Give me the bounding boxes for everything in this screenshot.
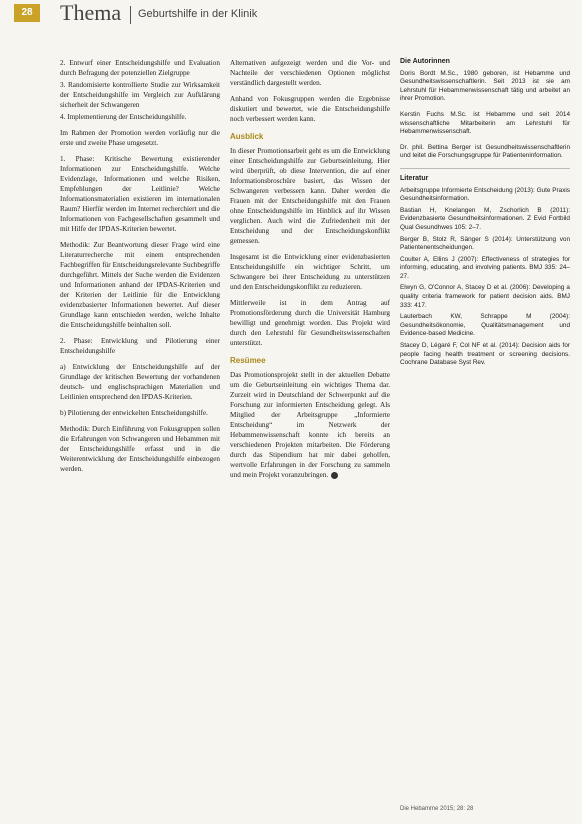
list-item: 3. Randomisierte kontrollierte Studie zur Wirksamkeit der Entscheidungshilfe im Vergleich zur Aufklärung sicherheit der Schwangeren <box>60 81 220 109</box>
paragraph: a) Entwicklung der Entscheidungshilfe auf der Grundlage der kritischen Bewertung der vorhandenen deutsch- und englischsprachigen Materialien und Leitlinien entsprechend den IPDAS-Kriterien. <box>60 363 220 401</box>
reference-item: Arbeitsgruppe Informierte Entscheidung (2013): Gute Praxis Gesundheitsinformation. <box>400 186 570 203</box>
authors-heading: Die Autorinnen <box>400 58 450 65</box>
reference-item: Coulter A, Ellins J (2007): Effectiveness of strategies for informing, educating, and involving patients. BMJ 335: 24–27. <box>400 255 570 280</box>
paragraph: Im Rahmen der Promotion werden vorläufig nur die erste und zweite Phase umgesetzt. <box>60 129 220 147</box>
literature-heading: Literatur <box>400 174 429 182</box>
paragraph: Anhand von Fokusgruppen werden die Ergebnisse diskutiert und bewertet, wie die Entscheidungshilfe noch verbessert werden kann. <box>230 95 390 123</box>
page-number: 28 <box>14 4 40 22</box>
paragraph: 1. Phase: Kritische Bewertung existierender Informationen zur Entscheidungshilfe. Welche Evidenzlage, Informationen und welche Risiken, Empfehlungen der Leitlinie? Welche Informationsmaterialien existieren im internationalen Raum? Hierfür werden im Internet recherchiert und die Informationen von Fachgesellschaften gesammelt und mit Hilfe der IPDAS-Kriterien bewertet. <box>60 155 220 233</box>
paragraph-text: Das Promotionsprojekt stellt in der aktuellen Debatte um die Geburtseinleitung ein wichtiges Thema dar. Zurzeit wird in Deutschland der Schwerpunkt auf die Forschung zur informierten Entscheidung gelegt. Als Mitglied der Arbeitsgruppe „Informierte Entscheidung“ im Netzwerk der Hebammenwissenschaft konnte ich bereits an verschiedenen Projekten mitarbeiten. Die Förderung durch das Stipendium hat mir dabei geholfen, wertvolle Erfahrungen in der Forschung zu sammeln und mein Projekt voranzubringen. <box>230 371 390 479</box>
paragraph: Mittlerweile ist in dem Antrag auf Promotionsförderung durch die Universität Hamburg bewilligt und genehmigt worden. Das Projekt wird durch den Lehrstuhl für Gesundheitswissenschaften unterstützt. <box>230 299 390 347</box>
divider <box>400 168 570 169</box>
section-heading: Resümee <box>230 356 266 365</box>
paragraph: b) Pilotierung der entwickelten Entscheidungshilfe. <box>60 409 208 417</box>
reference-list <box>400 187 570 368</box>
list-item: 4. Implementierung der Entscheidungshilfe. <box>60 113 187 121</box>
column-1 <box>60 58 220 480</box>
list-item: 2. Entwurf einer Entscheidungshilfe und Evaluation durch Befragung der potenziellen Zielgruppe <box>60 59 220 77</box>
sidebar-column <box>400 58 570 371</box>
author-bio: Kerstin Fuchs M.Sc. ist Hebamme und seit 2014 wissenschaftliche Mitarbeiterin am Lehrstuhl für Hebammenwissenschaft. <box>400 110 570 136</box>
section-heading: Ausblick <box>230 132 264 141</box>
reference-item: Stacey D, Légaré F, Col NF et al. (2014): Decision aids for people facing health treatment or screening decisions. Cochrane Database Syst Rev. <box>400 342 570 367</box>
author-bio: Doris Bordt M.Sc., 1980 geboren, ist Hebamme und Gesundheitswissenschaftlerin. Seit 2013 ist sie am Lehrstuhl für Hebammenwissenschaft tätig und arbeitet an ihrer Promotion. <box>400 69 570 103</box>
paragraph: 2. Phase: Entwicklung und Pilotierung einer Entscheidungshilfe <box>60 337 220 355</box>
section-subtitle: Geburtshilfe in der Klinik <box>138 8 258 20</box>
section-title: Thema <box>60 0 122 25</box>
author-bio: Dr. phil. Bettina Berger ist Gesundheitswissenschaftlerin und leitet die Forschungsgruppe für Patienteninformation. <box>400 143 570 160</box>
paragraph: Alternativen aufgezeigt werden und die Vor- und Nachteile der verschiedenen Optionen möglichst verständlich dargestellt werden. <box>230 59 390 87</box>
reference-item: Lauterbach KW, Schrappe M (2004): Gesundheitsökonomie, Qualitätsmanagement und Evidence-based Medicine. <box>400 313 570 338</box>
paragraph: In dieser Promotionsarbeit geht es um die Entwicklung einer Entscheidungshilfe zur Geburtseinleitung. Hier wird überprüft, ob diese Intervention, die auf einer Informationsbroschüre basiert, das Wissen der Schwangeren verbessern kann. Daher werden die Frauen mit der Entscheidungshilfe mit den Frauen ohne Entscheidungshilfe im Hinblick auf ihr Wissen verglichen. Auch wird die Zufriedenheit mit der Entscheidung und der Entscheidungskonflikt gemessen. <box>230 147 390 245</box>
page-header <box>0 0 582 34</box>
paragraph <box>230 370 390 480</box>
end-mark-icon <box>331 472 338 479</box>
column-2 <box>230 58 390 486</box>
reference-item: Berger B, Stolz R, Sänger S (2014): Unterstützung von Patientenentscheidungen. <box>400 235 570 252</box>
paragraph: Methodik: Durch Einführung von Fokusgruppen sollen die Erfahrungen von Schwangeren und Hebammen mit der Entscheidungshilfe erfasst und in die Weiterentwicklung der Entscheidungshilfe einbezogen werden. <box>60 425 220 473</box>
page-footer: Die Hebamme 2015; 28: 28 <box>400 806 474 812</box>
paragraph: Methodik: Zur Beantwortung dieser Frage wird eine Literaturrecherche mit einem entsprechenden Fachbegriffen für Entscheidungsrelevante Suchbegriffe durchgeführt. Mittels der Suche werden die Evidenzen und Informationen anhand der IPDAS-Kriterien und der Kriterien der Leitlinie für die Entwicklung evidenzbasierter Informationen bewertet. Auf dieser Grundlage kann entschieden werden, welche Inhalte die Entscheidungshilfe beinhalten soll. <box>60 241 220 329</box>
reference-item: Elwyn G, O'Connor A, Stacey D et al. (2006): Developing a quality criteria framework for patient decision aids. BMJ 333: 417. <box>400 284 570 309</box>
reference-item: Bastian H, Knelangen M, Zschorlich B (2011): Evidenzbasierte Gesundheitsinformationen. Z Evid Fortbild Qual Gesundhwes 105: 2–7. <box>400 206 570 231</box>
phase-list <box>60 58 220 122</box>
header-divider <box>130 6 131 24</box>
paragraph: Insgesamt ist die Entwicklung einer evidenzbasierten Entscheidungshilfe ein wichtiger Schritt, um Schwangere bei ihrer Entscheidung zu unterstützen und den Entscheidungskonflikt zu reduzieren. <box>230 253 390 291</box>
